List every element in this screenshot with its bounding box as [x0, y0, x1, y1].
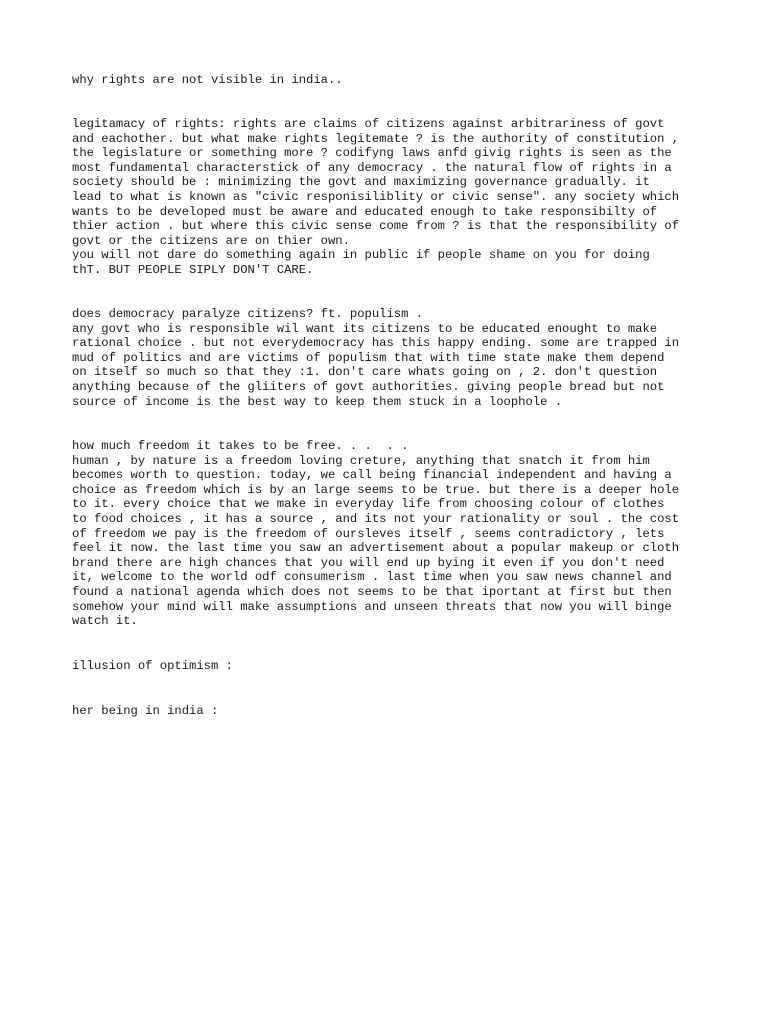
paragraph-line: feel it now. the last time you saw an advertisement about a popular makeup or cloth	[72, 541, 680, 556]
paragraph-line: the legislature or something more ? codifyng laws anfd givig rights is seen as the	[72, 146, 672, 161]
heading-line: does democracy paralyze citizens? ft. populism .	[72, 307, 424, 321]
paragraph-line: legitamacy of rights: rights are claims of citizens against arbitrariness of govt	[72, 117, 665, 131]
paragraph-line: anything because of the gliiters of govt authorities. giving people bread but not	[72, 380, 665, 394]
paragraph-line: it, welcome to the world odf consumerism . last time when you saw news channel and	[72, 570, 672, 585]
paragraph-line: lead to what is known as "civic responisiliblity or civic sense". any society which	[72, 190, 680, 204]
paragraph-line: thier action . but where this civic sense come from ? is that the responsibility of	[72, 219, 680, 234]
paragraph-line: human , by nature is a freedom loving creture, anything that snatch it from him	[72, 453, 650, 468]
paragraph-line: becomes worth to question. today, we call being financial independent and having a	[72, 468, 672, 483]
paragraph-line: found a national agenda which does not seems to be that iportant at first but then	[72, 585, 672, 599]
paragraph-line: source of income is the best way to keep them stuck in a loophole .	[72, 394, 563, 409]
heading-line: how much freedom it takes to be free. . . . .	[72, 439, 409, 453]
paragraph-line: any govt who is responsible wil want its citizens to be educated enought to make	[72, 321, 658, 336]
paragraph-line: mud of politics and are victims of populism that with time state make them depend	[72, 350, 665, 365]
heading-line: illusion of optimism :	[72, 659, 233, 673]
heading-line: her being in india :	[72, 704, 219, 718]
paragraph-line: to food choices , it has a source , and its not your rationality or soul . the cost	[72, 512, 680, 526]
paragraph-line: choice as freedom which is by an large seems to be true. but there is a deeper hole	[72, 482, 680, 497]
paragraph-line: on itself so much so that they :1. don't care whats going on , 2. don't question	[72, 365, 658, 380]
paragraph-line: rational choice . but not everydemocracy has this happy ending. some are trapped in	[72, 336, 680, 351]
paragraph-line: to it. every choice that we make in everyday life from choosing colour of clothes	[72, 497, 665, 512]
paragraph-line: somehow your mind will make assumptions and unseen threats that now you will binge	[72, 599, 672, 614]
paragraph-line: watch it.	[72, 614, 138, 629]
paragraph-line: most fundamental characterstick of any democracy . the natural flow of rights in a	[72, 160, 672, 175]
paragraph-line: society should be : minimizing the govt and maximizing governance gradually. it	[72, 175, 650, 190]
paragraph-line: brand there are high chances that you will end up bying it even if you don't need	[72, 555, 665, 570]
paragraph-line: of freedom we pay is the freedom of oursleves itself , seems contradictory , lets	[72, 526, 665, 541]
title-line: why rights are not visible in india..	[72, 73, 343, 87]
paragraph-line: thT. BUT PEOPLE SIPLY DON'T CARE.	[72, 263, 314, 277]
paragraph-line: and eachother. but what make rights legitemate ? is the authority of constitution ,	[72, 131, 680, 146]
paragraph-line: you will not dare do something again in public if people shame on you for doing	[72, 248, 650, 263]
paragraph-line: govt or the citizens are on thier own.	[72, 233, 350, 248]
paragraph-line: wants to be developed must be aware and educated enough to take responsibilty of	[72, 204, 658, 219]
